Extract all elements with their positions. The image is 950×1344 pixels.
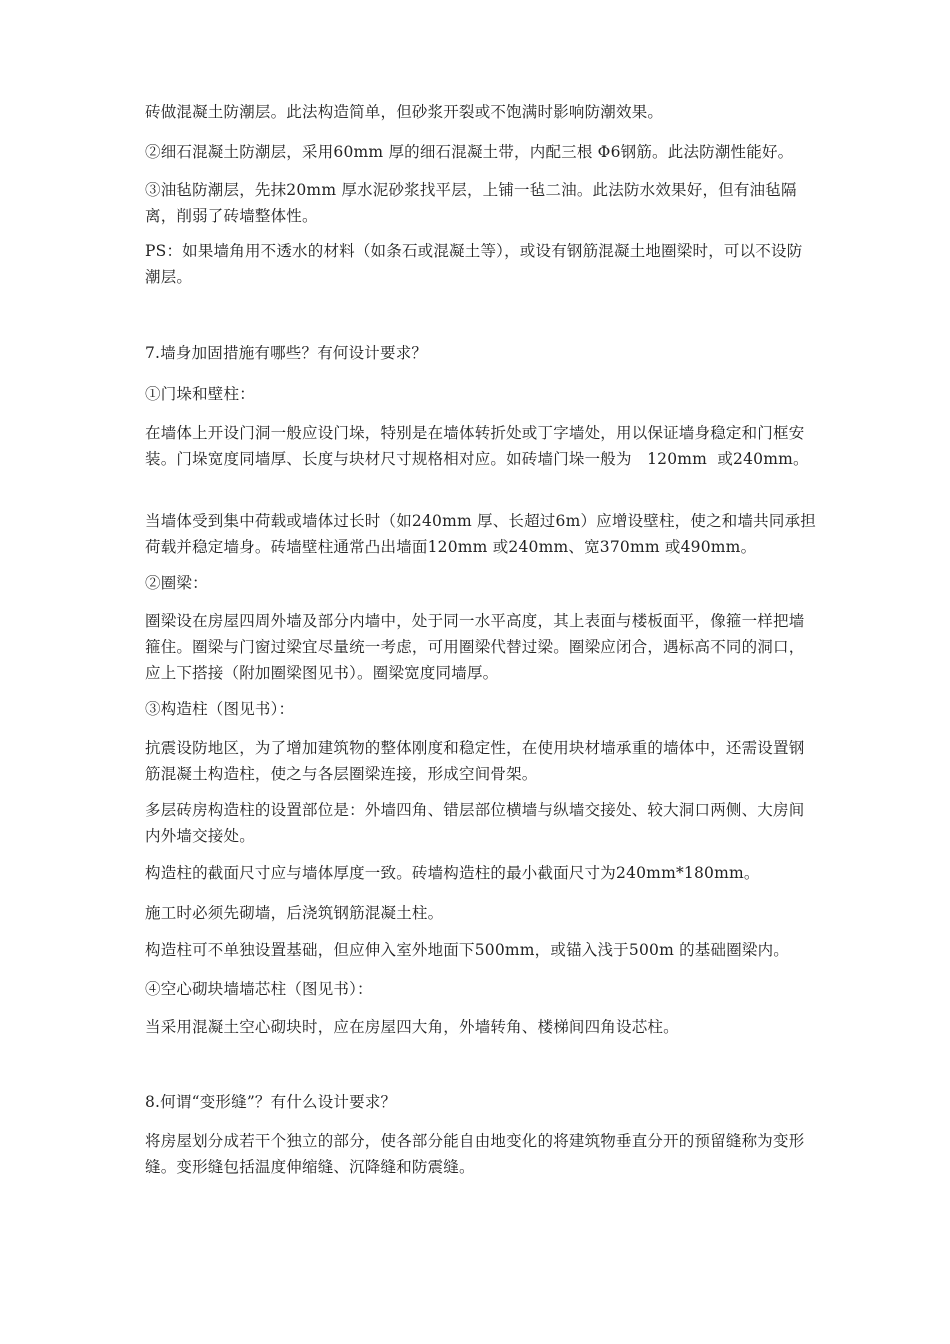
paragraph-ring-beam: 圈梁设在房屋四周外墙及部分内墙中，处于同一水平高度，其上表面与楼板面平，像箍一样把墙箍住。圈梁与门窗过梁宜尽量统一考虑，可用圈梁代替过梁。圈梁应闭合，遇标高不同的洞口，应上下搭接（附加圈梁图见书）。圈梁宽度同墙厚。 xyxy=(145,612,805,682)
paragraph-seismic-column: 抗震设防地区，为了增加建筑物的整体刚度和稳定性，在使用块材墙承重的墙体中，还需设置钢筋混凝土构造柱，使之与各层圈梁连接，形成空间骨架。 xyxy=(145,739,805,783)
heading-question-8: 8.何谓“变形缝”？有什么设计要求？ xyxy=(145,1093,397,1111)
paragraph-column-section: 构造柱的截面尺寸应与墙体厚度一致。砖墙构造柱的最小截面尺寸为240mm*180mm。 xyxy=(145,864,760,882)
subheading-core-column: ④空心砌块墙墙芯柱（图见书）： xyxy=(145,980,373,998)
paragraph-column-locations: 多层砖房构造柱的设置部位是：外墙四角、错层部位横墙与纵墙交接处、较大洞口两侧、大房间内外墙交接处。 xyxy=(145,801,805,845)
heading-question-7: 7.墙身加固措施有哪些？有何设计要求？ xyxy=(145,344,428,362)
subheading-constructional-column: ③构造柱（图见书）： xyxy=(145,700,295,718)
paragraph-fine-stone-concrete: ②细石混凝土防潮层，采用60mm 厚的细石混凝土带，内配三根 Φ6钢筋。此法防潮性能好。 xyxy=(145,143,794,161)
paragraph-deformation-joint: 将房屋划分成若干个独立的部分，使各部分能自由地变化的将建筑物垂直分开的预留缝称为变形缝。变形缝包括温度伸缩缝、沉降缝和防震缝。 xyxy=(145,1132,805,1176)
paragraph-door-pier: 在墙体上开设门洞一般应设门垛，特别是在墙体转折处或丁字墙处，用以保证墙身稳定和门框安装。门垛宽度同墙厚、长度与块材尺寸规格相对应。如砖墙门垛一般为 120mm 或240mm。 xyxy=(145,424,809,468)
subheading-door-pier: ①门垛和壁柱： xyxy=(145,385,255,403)
paragraph-damp-proof-brick: 砖做混凝土防潮层。此法构造简单，但砂浆开裂或不饱满时影响防潮效果。 xyxy=(145,103,664,121)
subheading-ring-beam: ②圈梁： xyxy=(145,574,208,592)
paragraph-felt-damp-proof: ③油毡防潮层，先抹20mm 厚水泥砂浆找平层，上铺一毡二油。此法防水效果好，但有油毡隔离，削弱了砖墙整体性。 xyxy=(145,181,797,225)
paragraph-pilaster: 当墙体受到集中荷载或墙体过长时（如240mm 厚、长超过6m）应增设壁柱，使之和墙共同承担荷载并稳定墙身。砖墙壁柱通常凸出墙面120mm 或240mm、宽370mm 或490mm。 xyxy=(145,512,816,556)
paragraph-core-column: 当采用混凝土空心砌块时，应在房屋四大角，外墙转角、楼梯间四角设芯柱。 xyxy=(145,1018,679,1036)
paragraph-column-foundation: 构造柱可不单独设置基础，但应伸入室外地面下500mm，或锚入浅于500m 的基础圈梁内。 xyxy=(145,941,789,959)
paragraph-ps-note: PS：如果墙角用不透水的材料（如条石或混凝土等），或设有钢筋混凝土地圈梁时，可以不设防潮层。 xyxy=(145,242,803,286)
paragraph-construction-order: 施工时必须先砌墙，后浇筑钢筋混凝土柱。 xyxy=(145,904,444,922)
